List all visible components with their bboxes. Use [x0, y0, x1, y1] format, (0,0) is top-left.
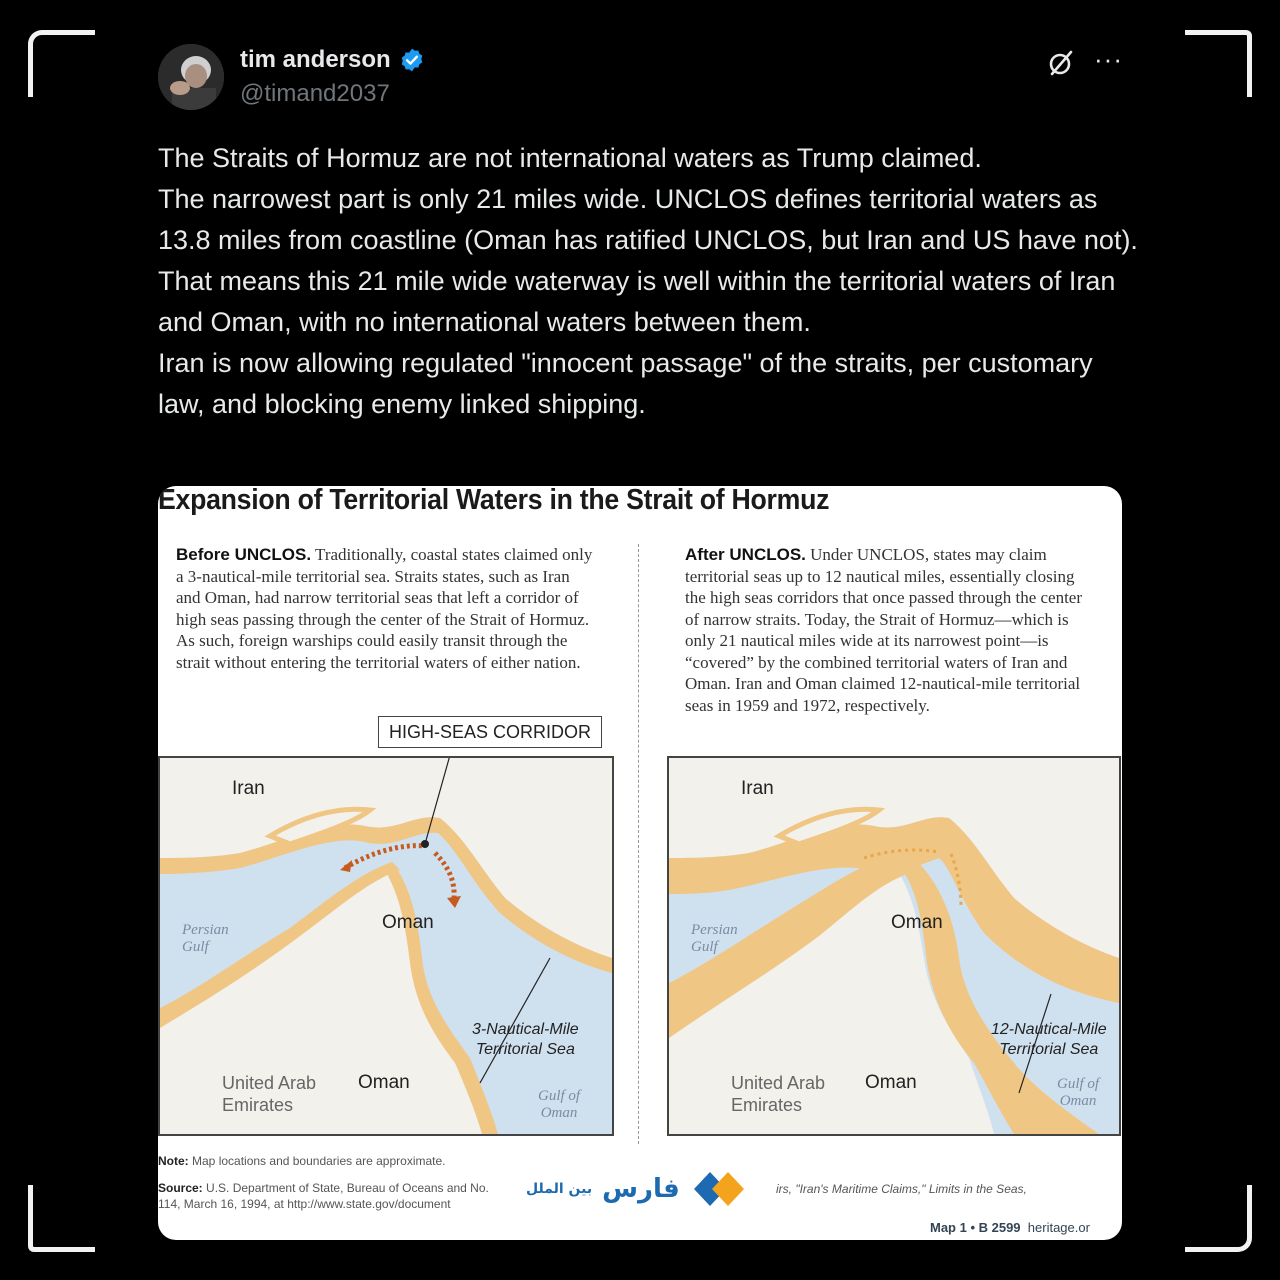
watermark-small-text: بین الملل — [526, 1181, 593, 1197]
tweet-image[interactable] — [158, 486, 1122, 1240]
map-after-unclos — [667, 756, 1121, 1136]
column-divider — [638, 544, 639, 1144]
label-oman-after: Oman — [865, 1072, 917, 1093]
map-before-unclos — [158, 756, 614, 1136]
label-oman-peninsula: Oman — [382, 912, 434, 933]
map-ref-number: Map 1 • B 2599 — [930, 1220, 1021, 1235]
more-icon[interactable]: ··· — [1094, 44, 1123, 74]
fars-watermark — [526, 1166, 748, 1212]
label-oman: Oman — [358, 1072, 410, 1093]
avatar[interactable] — [158, 44, 224, 110]
label-iran: Iran — [232, 778, 265, 799]
label-persian-gulf: Persian Gulf — [182, 922, 229, 955]
label-persian-gulf-after: Persian Gulf — [691, 922, 738, 955]
map-source — [158, 1180, 508, 1212]
source-text: U.S. Department of State, Bureau of Oceans and No. 114, March 16, 1994, at http://www.state.gov/document — [158, 1181, 489, 1211]
map-note — [158, 1154, 446, 1168]
heritage-source: heritage.or — [1027, 1220, 1090, 1235]
source-label: Source: — [158, 1181, 203, 1195]
watermark-main-text: فارس — [602, 1174, 680, 1204]
map-reference — [930, 1220, 1090, 1235]
after-heading: After UNCLOS. — [685, 545, 806, 564]
note-label: Note: — [158, 1154, 189, 1168]
before-unclos-text — [176, 544, 596, 673]
label-gulf-of-oman: Gulf of Oman — [538, 1088, 581, 1121]
label-oman-peninsula-after: Oman — [891, 912, 943, 933]
after-unclos-text — [685, 544, 1097, 716]
frame-corner-bottom-left — [28, 1185, 95, 1252]
map-title: Expansion of Territorial Waters in the Strait of Hormuz — [158, 486, 830, 516]
label-12nm-sea: 12-Nautical-Mile Territorial Sea — [991, 1021, 1107, 1058]
note-text: Map locations and boundaries are approximate. — [192, 1154, 446, 1168]
before-heading: Before UNCLOS. — [176, 545, 312, 564]
label-uae: United Arab Emirates — [222, 1073, 317, 1115]
label-gulf-of-oman-after: Gulf of Oman — [1057, 1076, 1100, 1109]
verified-badge-icon — [399, 47, 425, 73]
frame-corner-top-right — [1185, 30, 1252, 97]
label-uae-after: United Arab Emirates — [731, 1073, 826, 1115]
frame-corner-bottom-right — [1185, 1185, 1252, 1252]
frame-corner-top-left — [28, 30, 95, 97]
label-3nm-sea: 3-Nautical-Mile Territorial Sea — [472, 1021, 579, 1058]
author-handle[interactable]: @timand2037 — [240, 80, 390, 107]
tweet-text: The Straits of Hormuz are not international waters as Trump claimed. The narrowest part is only 21 miles wide. UNCLOS defines territorial waters as 13.8 miles from coastline (Oman has ratified UNCLOS, but Iran and US have not). That means this 21 mile wide waterway is well within the territorial waters of Iran and Oman, with no international waters between them. Iran is now allowing regulated "innocent passage" of the straits, per customary law, and blocking enemy linked shipping. — [158, 143, 1138, 419]
grok-icon[interactable] — [1046, 48, 1076, 78]
fars-logo-icon — [690, 1166, 748, 1212]
author-name[interactable]: tim anderson — [240, 46, 391, 73]
after-body: Under UNCLOS, states may claim territorial seas up to 12 nautical miles, essentially closing the high seas corridors that once passed through the center of narrow straits. Today, the Strait of Hormuz—which is only 21 nautical miles wide at its narrowest point—is “covered” by the combined territorial waters of Iran and Oman. Iran and Oman claimed 12-nautical-mile territorial seas in 1959 and 1972, respectively. — [685, 545, 1083, 715]
author-name-row[interactable] — [240, 46, 425, 74]
label-iran-after: Iran — [741, 778, 774, 799]
before-body: Traditionally, coastal states claimed only a 3-nautical-mile territorial sea. Straits states, such as Iran and Oman, had narrow territorial seas that left a corridor of high seas passing through the center of the Strait of Hormuz. As such, foreign warships could easily transit through the strait without entering the territorial waters of either nation. — [176, 545, 593, 672]
citation-text: irs, "Iran's Maritime Claims," Limits in the Seas, — [776, 1182, 1027, 1196]
high-seas-corridor-callout: HIGH-SEAS CORRIDOR — [378, 716, 602, 748]
